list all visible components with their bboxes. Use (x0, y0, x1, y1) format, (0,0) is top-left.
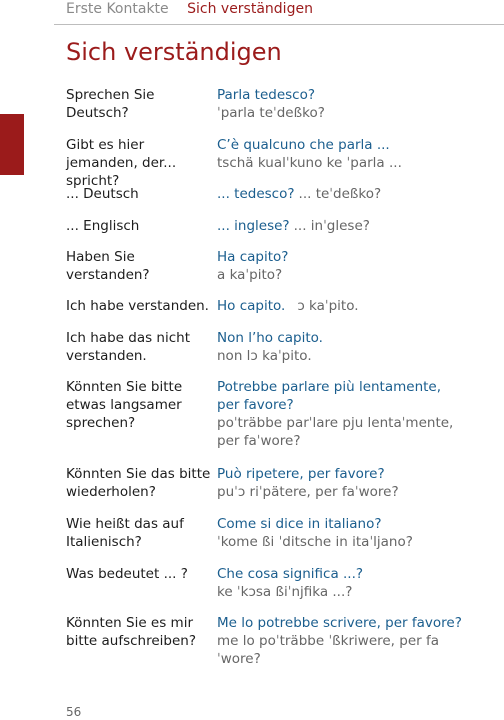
italian-column (217, 465, 466, 515)
italian-column (217, 614, 466, 667)
phrase-entry (66, 86, 466, 136)
german-phrase: Was bedeutet ... ? (66, 566, 188, 582)
phrase-entry (66, 515, 466, 565)
italian-column (217, 329, 466, 378)
italian-column (217, 217, 466, 248)
german-phrase: ... Englisch (66, 218, 140, 234)
phonetic-transcription: poˈträbbe parˈlare pju lentaˈmente, per faˈwore? (217, 415, 454, 449)
german-phrase: ... Deutsch (66, 186, 139, 202)
italian-column (217, 297, 466, 329)
phonetic-transcription: a kaˈpito? (217, 267, 283, 283)
italian-column (217, 185, 466, 217)
phrase-entry (66, 297, 466, 329)
german-phrase: Könnten Sie bitte etwas langsamer sprechen? (66, 379, 183, 431)
phrase-entry (66, 329, 466, 378)
italian-column (217, 378, 466, 465)
phonetic-transcription: ... inˈglese? (293, 218, 370, 234)
phonetic-transcription: ke ˈkɔsa ßiˈnjfika ...? (217, 584, 353, 600)
header-topic: Sich verständigen (187, 1, 313, 17)
running-header (66, 0, 313, 18)
italian-phrase: Ha capito? (217, 249, 289, 265)
phrase-entry (66, 217, 466, 248)
italian-phrase: Ho capito. (217, 298, 286, 314)
phonetic-transcription: non lɔ kaˈpito. (217, 348, 312, 364)
italian-phrase: C’è qualcuno che parla ... (217, 137, 390, 153)
phonetic-transcription: ... teˈdeßko? (298, 186, 382, 202)
header-divider (54, 24, 504, 25)
phrase-entry (66, 614, 466, 667)
italian-phrase: Parla tedesco? (217, 87, 316, 103)
phrase-entry (66, 136, 466, 189)
phrase-entry (66, 565, 466, 614)
italian-phrase: Come si dice in italiano? (217, 516, 382, 532)
german-phrase: Gibt es hier jemanden, der... spricht? (66, 137, 177, 189)
italian-phrase: Me lo potrebbe scrivere, per favore? (217, 615, 462, 631)
phonetic-transcription: ɔ kaˈpito. (297, 298, 359, 314)
page-title: Sich verständigen (66, 38, 282, 66)
italian-column (217, 248, 466, 297)
italian-column (217, 86, 466, 136)
italian-phrase: Che cosa significa ...? (217, 566, 364, 582)
phrase-entry (66, 465, 466, 515)
phonetic-transcription: puˈɔ riˈpätere, per faˈwore? (217, 484, 399, 500)
italian-column (217, 136, 466, 185)
german-phrase: Sprechen Sie Deutsch? (66, 87, 155, 121)
chapter-tab-marker (0, 114, 24, 175)
italian-phrase: Può ripetere, per favore? (217, 466, 385, 482)
phonetic-transcription: ˈkome ßi ˈditsche in itaˈljano? (217, 534, 413, 550)
german-phrase: Ich habe das nicht verstanden. (66, 330, 190, 364)
german-phrase: Wie heißt das auf Italienisch? (66, 516, 184, 550)
german-phrase: Ich habe verstanden. (66, 298, 209, 314)
italian-phrase: Non l’ho capito. (217, 330, 323, 346)
phonetic-transcription: tschä kualˈkuno ke ˈparla ... (217, 155, 402, 171)
phrase-list (66, 86, 466, 667)
german-phrase: Könnten Sie es mir bitte aufschreiben? (66, 615, 197, 649)
italian-phrase: ... inglese? (217, 218, 290, 234)
italian-phrase: Potrebbe parlare più lentamente, per favore? (217, 379, 442, 413)
header-section: Erste Kontakte (66, 1, 169, 17)
italian-phrase: ... tedesco? (217, 186, 295, 202)
phonetic-transcription: ˈparla teˈdeßko? (217, 105, 325, 121)
phrase-entry (66, 185, 466, 217)
german-phrase: Haben Sie verstanden? (66, 249, 150, 283)
phonetic-transcription: me lo poˈträbbe ˈßkriwere, per faˈwore? (217, 633, 440, 667)
italian-column (217, 515, 466, 565)
page-number: 56 (66, 705, 82, 719)
phrase-entry (66, 248, 466, 297)
italian-column (217, 565, 466, 614)
phrase-entry (66, 378, 466, 465)
german-phrase: Könnten Sie das bitte wiederholen? (66, 466, 211, 500)
